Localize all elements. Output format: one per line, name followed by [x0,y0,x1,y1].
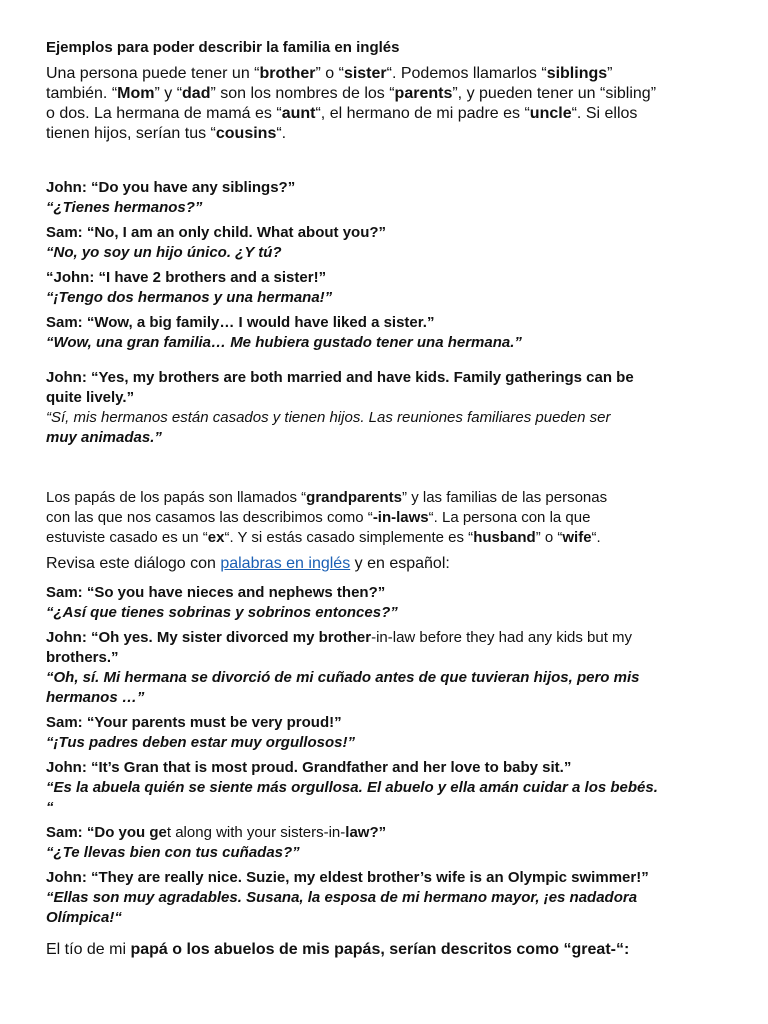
intro-paragraph [46,64,730,144]
dialogue-exchange [46,758,730,818]
text-run: también. “ [46,85,118,102]
text-run: John: “They are really nice. Suzie, my eldest brother’s wife is an Olympic swimmer!” [46,869,649,886]
text-run: “. Podemos llamarlos “ [386,65,547,82]
text-run: siblings [546,65,608,82]
dialogue-exchange [46,368,730,448]
text-run: t along with your sisters-in- [166,824,346,841]
english-line [46,758,730,778]
text-run: ”, y pueden tener un “sibling” [452,85,657,102]
text-run: aunt [281,105,316,122]
review-line [46,554,730,574]
text-run: ” [607,65,613,82]
text-run: John: “Oh yes. My sister divorced my brother [46,629,372,646]
text-run: dad [182,85,211,102]
text-run: Una persona puede tener un “ [46,65,260,82]
text-run: “, el hermano de mi padre es “ [315,105,530,122]
text-run: ” o “ [315,65,344,82]
text-run: Revisa este diálogo con [46,555,221,572]
dialogue-exchange [46,313,730,353]
english-line: quite lively.” [46,389,135,406]
dialogue-exchange [46,583,730,623]
spanish-translation: “¡Tus padres deben estar muy orgullosos!” [46,734,355,751]
spanish-translation: “¿Así que tienes sobrinas y sobrinos entonces?” [46,604,398,621]
text-run: Do you ge [94,824,167,841]
english-line: John: “Do you have any siblings?” [46,179,296,196]
text-run: estuviste casado es un “ [46,529,208,546]
text-line [46,104,730,124]
english-line [46,823,730,843]
text-run: papá o los abuelos de mis papás, serían descritos como “ [130,941,572,958]
spanish-translation: “Oh, sí. Mi hermana se divorció de mi cuñado antes de que tuvieran hijos, pero mis [46,669,640,686]
text-line [46,64,730,84]
text-line [46,508,730,528]
english-line: Sam: “Wow, a big family… I would have liked a sister.” [46,314,435,331]
text-run: -in-law before they had any kids but my [371,629,633,646]
text-run: o dos. La hermana de mamá es “ [46,105,282,122]
dialogue-exchange [46,823,730,863]
text-run: y en español: [350,555,450,572]
text-run: brother [259,65,316,82]
text-run: John: “It’s Gran that is most proud. Grandfather and her love to baby sit.” [46,759,572,776]
spanish-translation: “No, yo soy un hijo único. ¿Y tú? [46,244,282,261]
english-line: John: “Yes, my brothers are both married and have kids. Family gatherings can be [46,369,634,386]
spanish-translation: “Sí, mis hermanos están casados y tienen hijos. Las reuniones familiares pueden ser [46,409,611,426]
spanish-translation: “¿Tienes hermanos?” [46,199,203,216]
text-run: “. [276,125,287,142]
text-run: ” y las familias de las personas [402,489,608,506]
text-line [46,528,730,548]
text-run: wife [562,529,592,546]
text-run: tienen hijos, serían tus “ [46,125,216,142]
english-line: Sam: “No, I am an only child. What about you?” [46,224,387,241]
text-line [46,84,730,104]
english-line [46,648,730,668]
spanish-translation: “Es la abuela quién se siente más orgullosa. El abuelo y ella amán cuidar a los bebés. [46,779,658,796]
spanish-translation: “¡Tengo dos hermanos y una hermana!” [46,289,333,306]
text-line [46,124,730,144]
text-run: brothers.” [46,649,119,666]
english-line: “John: “I have 2 brothers and a sister!” [46,269,327,286]
text-run: uncle [529,105,572,122]
english-line [46,628,730,648]
text-run: ” son los nombres de los “ [210,85,395,102]
english-line [46,713,730,733]
spanish-translation: hermanos …” [46,689,145,706]
text-run: ” y “ [154,85,183,102]
text-run: Sam: “ [46,824,95,841]
dialogue-exchange [46,223,730,263]
dialogue-exchange [46,628,730,708]
text-run: law?” [345,824,387,841]
grandparents-paragraph [46,488,730,548]
text-line [46,488,730,508]
text-run: Sam: “So you have nieces and nephews then?” [46,584,386,601]
text-run: Sam: “Your parents must be very proud!” [46,714,342,731]
heading: Ejemplos para poder describir la familia en inglés [46,39,400,56]
spanish-translation: muy animadas.” [46,429,162,446]
text-run: husband [473,529,536,546]
text-run: ” o “ [535,529,563,546]
dialogue-2 [46,583,730,928]
dialogue-exchange [46,178,730,218]
text-run: parents [394,85,453,102]
text-run: great- [571,941,616,958]
vocabulary-link[interactable]: palabras en inglés [220,555,351,572]
text-line [46,940,730,960]
english-line [46,868,730,888]
text-run: grandparents [306,489,403,506]
text-run: sister [343,65,387,82]
text-run: con las que nos casamos las describimos como “ [46,509,373,526]
text-run: -in-laws [372,509,429,526]
dialogue-exchange [46,868,730,928]
text-run: Los papás de los papás son llamados “ [46,489,307,506]
text-run: “. Si ellos [571,105,638,122]
dialogue-exchange [46,268,730,308]
text-run: “: [615,941,630,958]
spanish-translation: “ [46,799,54,816]
text-line [46,554,730,574]
final-line [46,940,730,960]
text-run: “. Y si estás casado simplemente es “ [224,529,474,546]
dialogue-1 [46,178,730,448]
text-run: El tío de mi [46,941,131,958]
text-run: cousins [215,125,277,142]
dialogue-exchange [46,713,730,753]
spanish-translation: Olímpica!“ [46,909,122,926]
text-run: “. [591,529,601,546]
text-run: Mom [117,85,155,102]
text-run: ex [207,529,225,546]
spanish-translation: “¿Te llevas bien con tus cuñadas?” [46,844,300,861]
spanish-translation: “Wow, una gran familia… Me hubiera gustado tener una hermana.” [46,334,522,351]
text-run: “. La persona con la que [428,509,591,526]
english-line [46,583,730,603]
spanish-translation: “Ellas son muy agradables. Susana, la esposa de mi hermano mayor, ¡es nadadora [46,889,638,906]
